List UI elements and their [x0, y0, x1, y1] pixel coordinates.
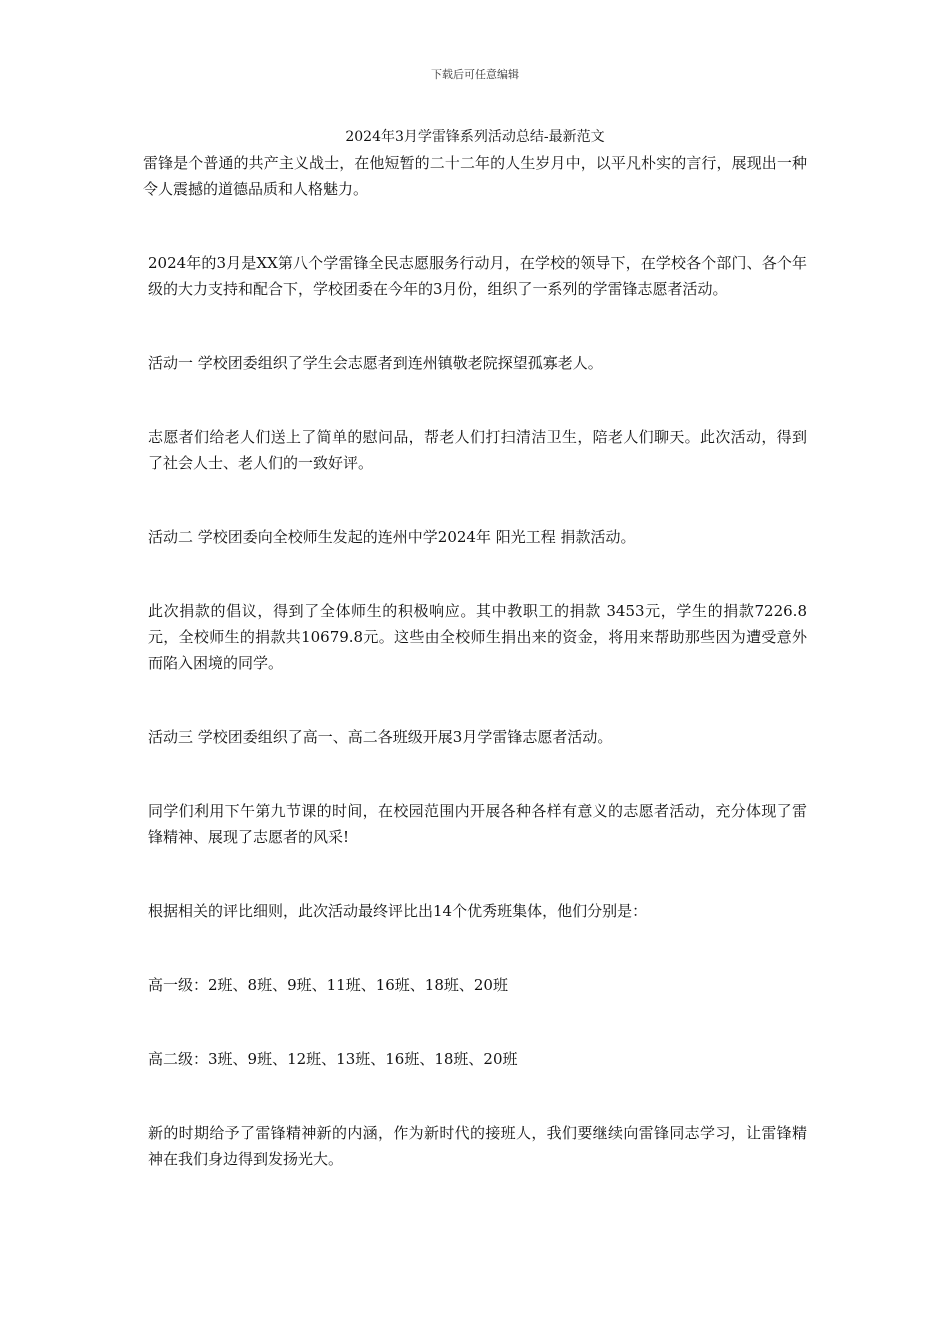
paragraph: 高一级：2班、8班、9班、11班、16班、18班、20班	[148, 976, 508, 994]
paragraph: 2024年的3月是XX第八个学雷锋全民志愿服务行动月，在学校的领导下，在学校各个部门、各个年级的大力支持和配合下，学校团委在今年的3月份，组织了一系列的学雷锋志愿者活动。	[148, 254, 807, 298]
paragraph: 同学们利用下午第九节课的时间，在校园范围内开展各种各样有意义的志愿者活动，充分体现了雷锋精神、展现了志愿者的风采!	[148, 802, 807, 846]
paragraph: 新的时期给予了雷锋精神新的内涵，作为新时代的接班人，我们要继续向雷锋同志学习，让雷锋精神在我们身边得到发扬光大。	[148, 1124, 807, 1168]
document-title: 2024年3月学雷锋系列活动总结-最新范文	[345, 129, 605, 145]
paragraph: 志愿者们给老人们送上了简单的慰问品，帮老人们打扫清洁卫生，陪老人们聊天。此次活动，得到了社会人士、老人们的一致好评。	[148, 428, 807, 472]
paragraph: 雷锋是个普通的共产主义战士，在他短暂的二十二年的人生岁月中，以平凡朴实的言行，展现出一种令人震撼的道德品质和人格魅力。	[143, 154, 807, 198]
document-body	[143, 150, 807, 1172]
paragraph: 活动三 学校团委组织了高一、高二各班级开展3月学雷锋志愿者活动。	[148, 728, 613, 746]
paragraph: 高二级：3班、9班、12班、13班、16班、18班、20班	[148, 1050, 518, 1068]
header-note: 下载后可任意编辑	[431, 68, 519, 81]
paragraph: 活动二 学校团委向全校师生发起的连州中学2024年 阳光工程 捐款活动。	[148, 528, 636, 546]
paragraph: 此次捐款的倡议，得到了全体师生的积极响应。其中教职工的捐款 3453元，学生的捐款7226.8元，全校师生的捐款共10679.8元。这些由全校师生捐出来的资金，将用来帮助那些因为遭受意外而陷入困境的同学。	[148, 602, 807, 672]
paragraph: 活动一 学校团委组织了学生会志愿者到连州镇敬老院探望孤寡老人。	[148, 354, 603, 372]
paragraph: 根据相关的评比细则，此次活动最终评比出14个优秀班集体，他们分别是：	[148, 902, 648, 920]
